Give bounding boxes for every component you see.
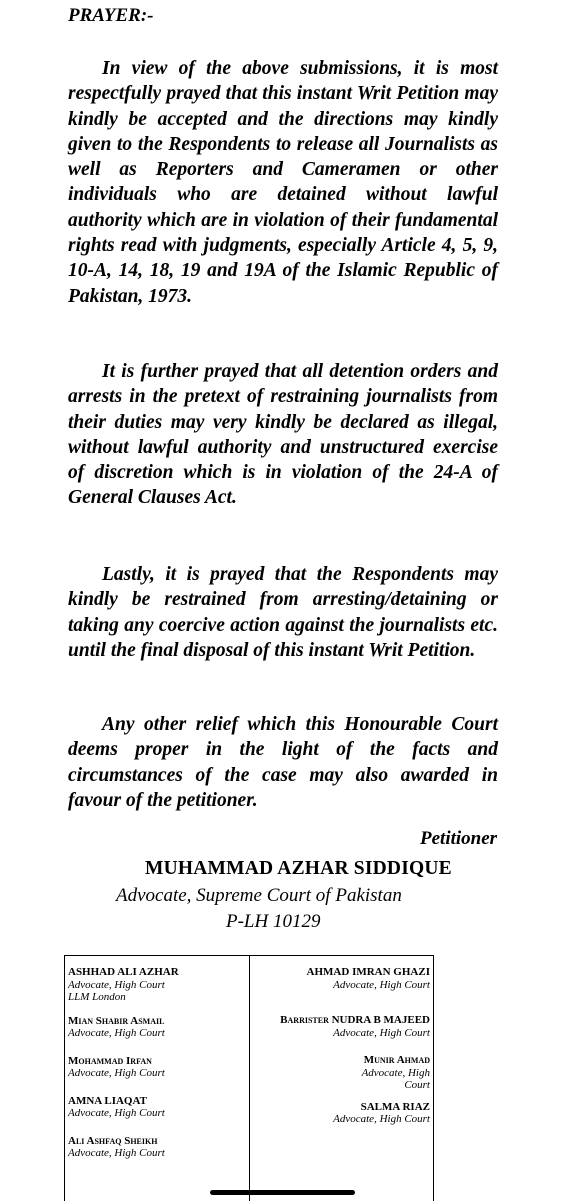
- counsel-designation: Advocate, High Court: [333, 978, 430, 991]
- counsel-entry: [68, 966, 248, 1004]
- counsel-name: AHMAD IMRAN GHAZI: [306, 966, 430, 978]
- counsel-name: AMNA LIAQAT: [68, 1094, 147, 1107]
- counsel-name: Ali Ashfaq Sheikh: [68, 1134, 158, 1147]
- prayer-paragraph-2: It is further prayed that all detention orders and arrests in the pretext of restraining journalists from their duties may very kindly be declared as illegal, without lawful authority and unstructured exercise of discretion which is in violation of the 24-A of General Clauses Act.: [68, 361, 498, 509]
- counsel-column-right: [250, 966, 430, 1126]
- petitioner-label: Petitioner: [420, 828, 498, 849]
- counsel-entry: [250, 966, 430, 991]
- counsel-entry: [68, 1055, 248, 1080]
- counsel-name: Mohammad Irfan: [68, 1054, 152, 1067]
- prayer-heading: PRAYER:-: [68, 5, 154, 26]
- counsel-entry: [68, 1135, 248, 1160]
- counsel-designation: Advocate, High Court: [68, 978, 165, 991]
- counsel-table: [64, 955, 434, 1201]
- advocate-designation: Advocate, Supreme Court of Pakistan: [116, 885, 402, 906]
- counsel-designation: Advocate, High: [361, 1066, 430, 1079]
- prayer-paragraph-3: Lastly, it is prayed that the Respondents may kindly be restrained from arresting/detaining or taking any coercive action against the journalists etc. until the final disposal of this instant Writ Petition.: [68, 564, 498, 661]
- advocate-name: MUHAMMAD AZHAR SIDDIQUE: [145, 858, 452, 879]
- counsel-designation: Advocate, High Court: [68, 1027, 165, 1039]
- counsel-qualification: LLM London: [68, 991, 126, 1003]
- advocate-registration: P-LH 10129: [226, 911, 321, 932]
- counsel-name: SALMA RIAZ: [360, 1100, 430, 1113]
- counsel-name: ASHHAD ALI AZHAR: [68, 966, 179, 978]
- counsel-entry: [250, 1014, 430, 1039]
- counsel-designation: Advocate, High Court: [333, 1113, 430, 1125]
- counsel-designation: Advocate, High Court: [68, 1067, 165, 1079]
- prayer-paragraph-1: In view of the above submissions, it is most respectfully prayed that this instant Writ Petition may kindly be accepted and the directions may kindly given to the Respondents to release all Journalists as well as Reporters and Cameramen or other individuals who are detained without lawful authority which are in violation of their fundamental rights read with judgments, especially Article 4, 5, 9, 10-A, 14, 18, 19 and 19A of the Islamic Republic of Pakistan, 1973.: [68, 58, 498, 307]
- prayer-paragraph-4: Any other relief which this Honourable Court deems proper in the light of the facts and circumstances of the case may also awarded in favour of the petitioner.: [68, 714, 498, 811]
- counsel-designation-continued: Court: [404, 1079, 430, 1091]
- counsel-name: Mian Shabir Asmail: [68, 1014, 165, 1027]
- counsel-name: Munir Ahmad: [363, 1054, 430, 1066]
- counsel-entry: [68, 1095, 248, 1120]
- home-indicator[interactable]: [210, 1190, 355, 1195]
- counsel-entry: [68, 1015, 248, 1040]
- counsel-designation: Advocate, High Court: [68, 1107, 165, 1119]
- counsel-name: Barrister NUDRA B MAJEED: [280, 1014, 430, 1026]
- counsel-entry: [250, 1101, 430, 1126]
- counsel-entry: [250, 1054, 430, 1092]
- counsel-designation: Advocate, High Court: [333, 1026, 430, 1039]
- counsel-column-left: [68, 966, 248, 1160]
- counsel-designation: Advocate, High Court: [68, 1147, 165, 1159]
